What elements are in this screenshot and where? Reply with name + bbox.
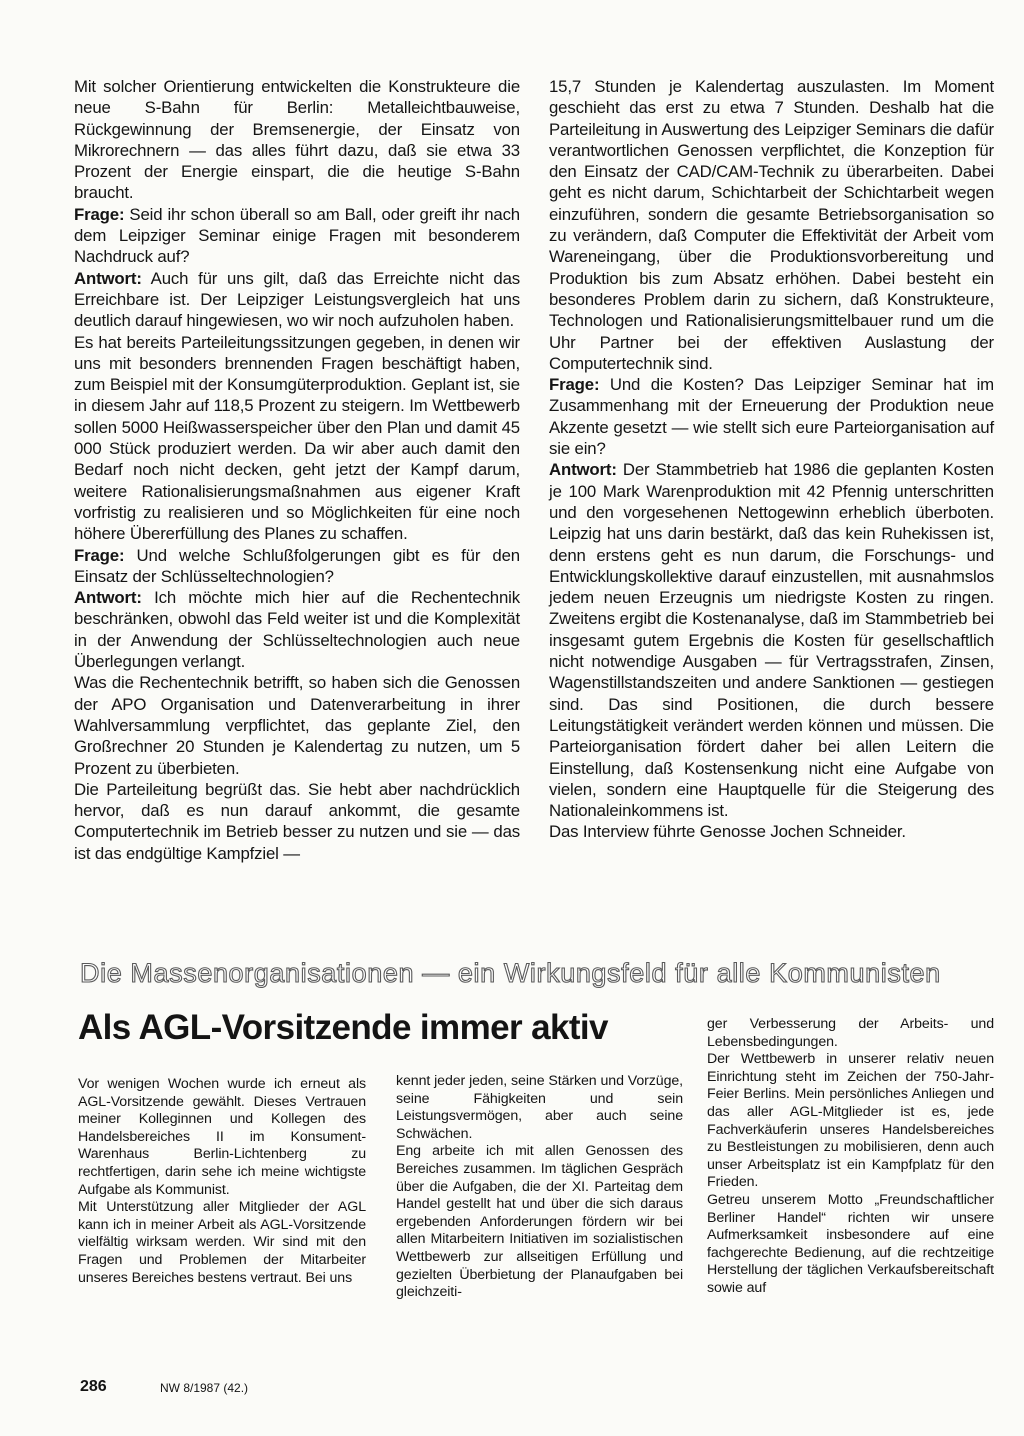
question-paragraph: Frage: Und die Kosten? Das Leipziger Seminar hat im Zusammenhang mit der Erneuerung der Produktion neue Akzente gesetzt — wie stellt sich eure Parteiorganisation auf sie ein?	[549, 375, 994, 459]
question-paragraph: Frage: Und welche Schlußfolgerungen gibt es für den Einsatz der Schlüsseltechnologien?	[74, 545, 520, 586]
answer-label: Antwort:	[549, 460, 617, 480]
article-column-3	[707, 1016, 994, 1298]
paragraph: Getreu unserem Motto „Freundschaftlicher Berliner Handel“ richten wir unsere Aufmerksamkeit insbesondere auf eine fachgerechte Bedienung, auf die rechtzeitige Herstellung der täglichen Verkaufsbereitschaft sowie auf	[707, 1191, 994, 1296]
answer-label: Antwort:	[74, 268, 142, 288]
answer-paragraph: Antwort: Auch für uns gilt, daß das Erreichte nicht das Erreichbare ist. Der Leipziger Leistungsvergleich hat uns deutlich darauf hingewiesen, wo wir noch aufzuholen haben.	[74, 268, 520, 331]
question-label: Frage:	[74, 204, 125, 224]
interview-column-left	[74, 76, 520, 864]
article-column-2	[396, 1073, 683, 1302]
paragraph: Mit solcher Orientierung entwickelten die Konstrukteure die neue S-Bahn für Berlin: Metalleichtbauweise, Rückgewinnung der Bremsenergie, der Einsatz von Mikrorechnern — das alles führt dazu, daß sie etwa 33 Prozent der Energie einspart, die die heutige S-Bahn braucht.	[74, 77, 520, 203]
paragraph: Vor wenigen Wochen wurde ich erneut als AGL-Vorsitzende gewählt. Dieses Vertrauen meiner Kolleginnen und Kollegen des Handelsbereiches II im Konsument-Warenhaus Berlin-Lichtenberg zu rechtfertigen, darin sehe ich meine wichtigste Aufgabe als Kommunist.	[78, 1076, 366, 1198]
answer-paragraph: Antwort: Der Stammbetrieb hat 1986 die geplanten Kosten je 100 Mark Warenproduktion mit 42 Pfennig unterschritten und den vorgesehenen Nettogewinn erheblich überboten. Leipzig hat uns darin bestärkt, daß das kein Ruhekissen ist, denn erstens geht es nun darum, die Forschungs- und Entwicklungskollektive darauf einzustellen, mit ausnahmslos jedem neuen Erzeugnis um niedrigste Kosten zu ringen. Zweitens ergibt die Kostenanalyse, daß im Stammbetrieb bei insgesamt gutem Ergebnis die Kosten für gesellschaftlich nicht notwendige Ausgaben — für Vertragsstrafen, Zinsen, Wagenstillstandszeiten und andere Sanktionen — gestiegen sind. Das sind Positionen, die durch bessere Leitungstätigkeit verändert werden können und müssen. Die Parteiorganisation fördert daher bei allen Leitern die Einstellung, daß Kostensenkung nicht eine Aufgabe von vielen, sondern eine Hauptquelle für die Steigerung des Nationaleinkommens ist.	[549, 460, 994, 821]
interview-credit: Das Interview führte Genosse Jochen Schneider.	[549, 822, 906, 842]
question-label: Frage:	[74, 545, 125, 565]
paragraph: kennt jeder jeden, seine Stärken und Vorzüge, seine Fähigkeiten und sein Leistungsvermögen, aber auch seine Schwächen.	[396, 1073, 683, 1142]
interview-column-right	[549, 76, 994, 843]
article-title: Als AGL-Vorsitzende immer aktiv	[78, 1008, 608, 1047]
article-column-1	[78, 1076, 366, 1287]
paragraph: Eng arbeite ich mit allen Genossen des Bereiches zusammen. Im täglichen Gespräch über die Aufgaben, die der XI. Parteitag dem Handel gestellt hat und über die sich daraus ergebenden Anforderungen fördern wir bei allen Mitarbeitern Initiativen im sozialistischen Wettbewerb zur allseitigen Erfüllung und gezielten Überbietung der Planaufgaben bei gleichzeiti-	[396, 1143, 683, 1301]
paragraph: Es hat bereits Parteileitungssitzungen gegeben, in denen wir uns mit besonders brennenden Fragen beschäftigt haben, zum Beispiel mit der Konsumgüterproduktion. Geplant ist, sie in diesem Jahr auf 118,5 Prozent zu steigern. Im Wettbewerb sollen 5000 Heißwasserspeicher über den Plan und damit 45 000 Stück produziert werden. Da wir aber auch damit den Bedarf noch nicht decken, geht jetzt der Kampf darum, weitere Rationalisierungsmaßnahmen aus eigener Kraft vorfristig zu realisieren und so Möglichkeiten für eine noch höhere Übererfüllung des Planes zu schaffen.	[74, 332, 520, 544]
page-number: 286	[80, 1378, 107, 1395]
paragraph: Die Parteileitung begrüßt das. Sie hebt aber nachdrücklich hervor, daß es nun darauf ankommt, die gesamte Computertechnik im Betrieb besser zu nutzen und sie — das ist das endgültige Kampfziel —	[74, 779, 520, 863]
paragraph: Der Wettbewerb in unserer relativ neuen Einrichtung steht im Zeichen der 750-Jahr-Feier Berlins. Mein persönliches Anliegen und das aller AGL-Mitglieder ist es, jede Fachverkäuferin unseres Handelsbereiches zu Bestleistungen zu mobilisieren, denn auch unser Arbeitsplatz ist ein Kampfplatz für den Frieden.	[707, 1051, 994, 1191]
question-label: Frage:	[549, 375, 600, 395]
answer-label: Antwort:	[74, 588, 142, 608]
paragraph: Was die Rechentechnik betrifft, so haben sich die Genossen der APO Organisation und Datenverarbeitung in ihrer Wahlversammlung verpflichtet, das geplante Ziel, den Großrechner 20 Stunden je Kalendertag zu nutzen, um 5 Prozent zu überbieten.	[74, 673, 520, 778]
question-paragraph: Frage: Seid ihr schon überall so am Ball, oder greift ihr nach dem Leipziger Seminar einige Fragen mit besonderem Nachdruck auf?	[74, 204, 520, 267]
paragraph: 15,7 Stunden je Kalendertag auszulasten. Im Moment geschieht das erst zu etwa 7 Stunden. Deshalb hat die Parteileitung in Auswertung des Leipziger Seminars die dafür verantwortlichen Genossen verpflichtet, die Konzeption für den Einsatz der CAD/CAM-Technik zu überarbeiten. Dabei geht es nicht darum, Schichtarbeit der Schichtarbeit wegen einzuführen, sondern die gesamte Betriebsorganisation so zu verändern, daß Computer die Effektivität der Arbeit vom Wareneingang, über die Produktionsvorbereitung und Produktion bis zum Absatz erhöhen. Dabei besteht ein besonderes Problem darin zu sichern, daß Konstrukteure, Technologen und Rationalisierungsmittelbauer rund um die Uhr Partner bei der effektiven Auslastung der Computertechnik sind.	[549, 77, 994, 373]
paragraph: Mit Unterstützung aller Mitglieder der AGL kann ich in meiner Arbeit als AGL-Vorsitzende vielfältig wirksam werden. Wir sind mit den Fragen und Problemen der Mitarbeiter unseres Bereiches bestens vertraut. Bei uns	[78, 1199, 366, 1286]
issue-reference: NW 8/1987 (42.)	[160, 1381, 249, 1395]
section-heading: Die Massenorganisationen — ein Wirkungsfeld für alle Kommunisten	[80, 958, 941, 988]
paragraph: ger Verbesserung der Arbeits- und Lebensbedingungen.	[707, 1016, 994, 1050]
answer-paragraph: Antwort: Ich möchte mich hier auf die Rechentechnik beschränken, obwohl das Feld weiter ist und die Komplexität in der Anwendung der Schlüsseltechnologien auch neue Überlegungen verlangt.	[74, 588, 520, 672]
